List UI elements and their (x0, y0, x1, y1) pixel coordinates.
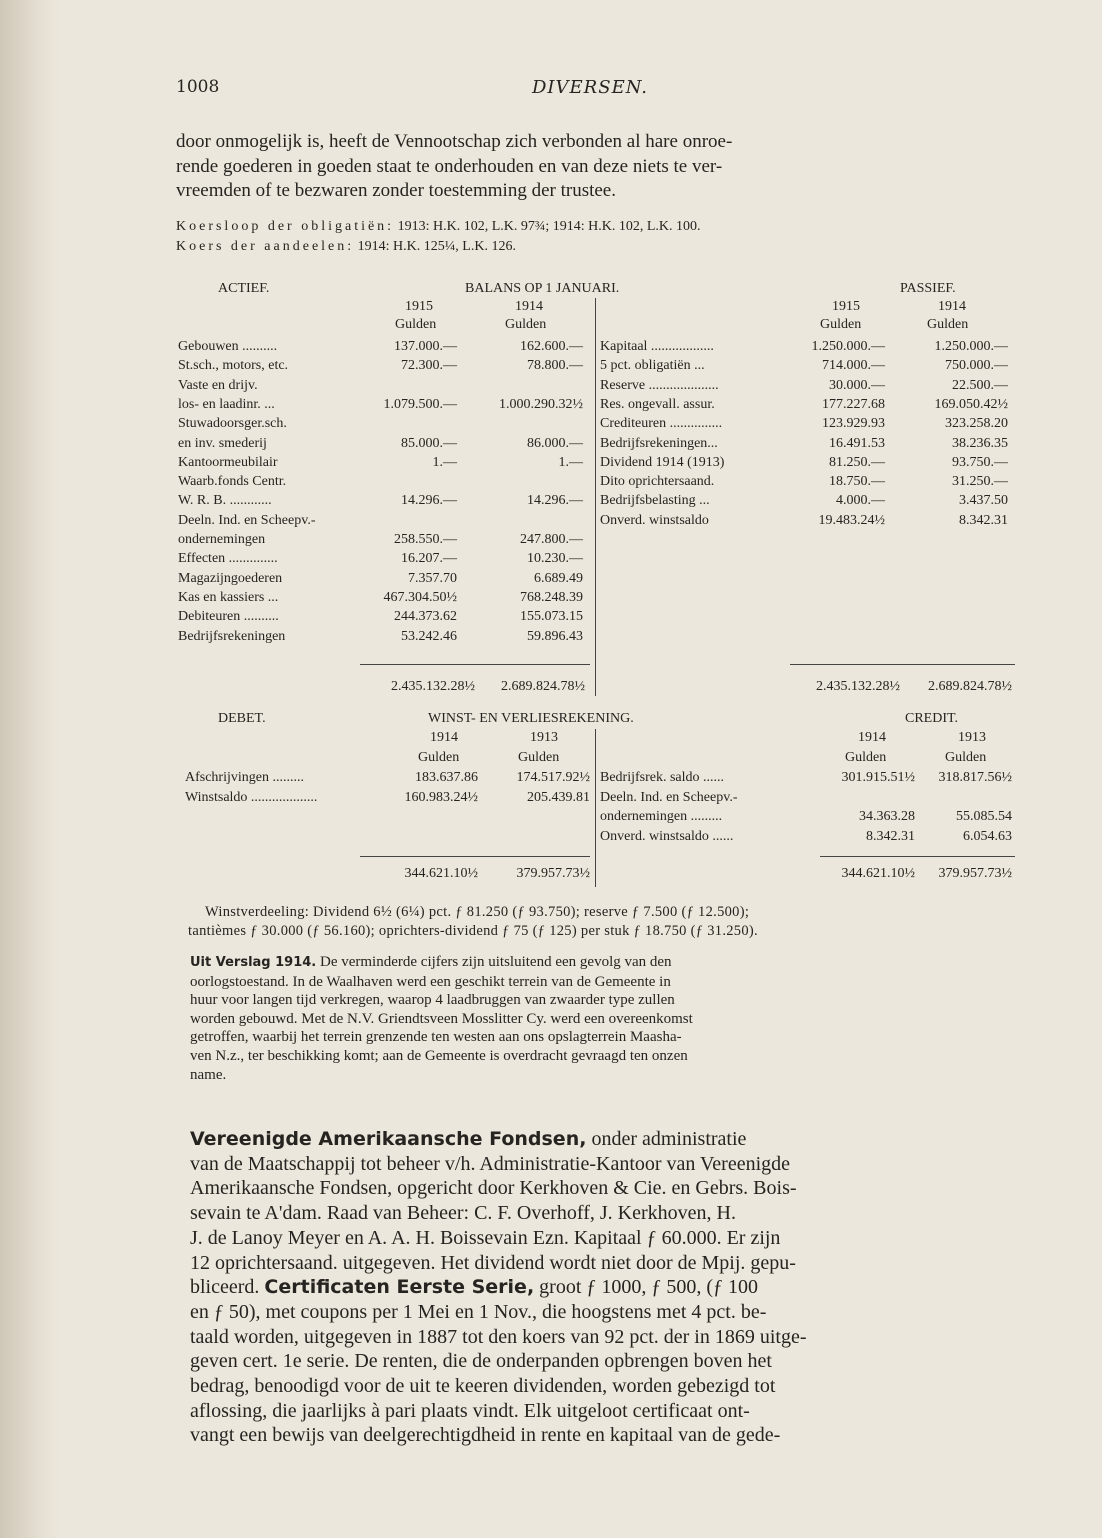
passief-row-label: 5 pct. obligatiën ... (600, 358, 705, 374)
actief-row-value-b: 14.296.— (527, 493, 583, 509)
passief-row-value-b: 8.342.31 (959, 512, 1008, 528)
passief-row-value-a: 177.227.68 (822, 396, 885, 412)
verslag-line: name. (190, 1066, 227, 1083)
fondsen-line: Amerikaansche Fondsen, opgericht door Kerkhoven & Cie. en Gebrs. Bois- (190, 1177, 797, 1200)
intro-paragraph (176, 130, 1020, 204)
fondsen-line: taald worden, uitgegeven in 1887 tot den koers van 92 pct. der in 1869 uitge- (190, 1325, 807, 1348)
actief-row-value-a: 7.357.70 (408, 570, 457, 586)
actief-row-label: Gebouwen .......... (178, 339, 278, 354)
winst-year-credit-b: 1913 (958, 730, 986, 745)
fondsen-line: 12 oprichtersaand. uitgegeven. Het dividend wordt niet door de Mpij. gepu- (190, 1251, 796, 1274)
actief-row-value-a: 53.242.46 (401, 628, 457, 644)
verslag-heading: Uit Verslag 1914. (190, 955, 317, 970)
passief-row-label: Bedrijfsbelasting ... (600, 493, 710, 509)
actief-row-value-a: 16.207.— (401, 551, 457, 567)
balans-title: BALANS OP 1 JANUARI. (465, 281, 620, 296)
fondsen-line: bliceerd. (190, 1276, 265, 1299)
verslag-line: getroffen, waarbij het terrein grenzende ten westen aan ons opslagterrein Maasha- (190, 1029, 682, 1046)
passief-row-value-a: 16.491.53 (829, 435, 885, 451)
credit-total-1914: 344.621.10½ (841, 866, 915, 881)
passief-total-rule (790, 664, 1015, 665)
actief-row-label: St.sch., motors, etc. (178, 358, 289, 374)
verslag-line: huur voor langen tijd verkregen, waarop 4 laadbruggen van zwaarder type zullen (190, 992, 675, 1009)
credit-row-label: Deeln. Ind. en Scheepv.- (600, 789, 738, 805)
actief-row-label: en inv. smederij (178, 435, 267, 451)
credit-total-rule (820, 856, 1015, 857)
actief-row-value-a: 72.300.— (401, 358, 457, 374)
actief-row-value-a: 85.000.— (401, 435, 457, 451)
fondsen-line: en ƒ 50), met coupons per 1 Mei en 1 Nov., die hoogstens met 4 pct. be- (190, 1300, 767, 1323)
fondsen-line: onder administratie (586, 1128, 747, 1150)
winst-year-debet-b: 1913 (530, 730, 558, 745)
passief-row-label: Dito oprichtersaand. (600, 474, 715, 490)
actief-row-value-a: 1.079.500.— (383, 396, 457, 412)
actief-row-label: Kantoormeubilair (178, 454, 278, 470)
intro-line: rende goederen in goeden staat te onderhouden en van deze niets te ver- (176, 155, 723, 177)
actief-row-value-a: 1.— (432, 454, 457, 470)
actief-row-value-a: 14.296.— (401, 493, 457, 509)
passief-row-value-b: 750.000.— (945, 358, 1008, 374)
winst-unit-credit-b: Gulden (945, 750, 987, 765)
passief-row-value-b: 31.250.— (952, 474, 1008, 490)
credit-row-label: ondernemingen ......... (600, 809, 723, 824)
credit-row-value-a: 8.342.31 (866, 828, 915, 844)
passief-row-value-b: 38.236.35 (952, 435, 1008, 451)
passief-row-label: Crediteuren ............... (600, 416, 723, 432)
verslag-line: ven N.z., ter beschikking komt; aan de Gemeente is overdracht gevraagd ten onzen (190, 1047, 688, 1064)
passief-row-value-b: 1.250.000.— (934, 339, 1008, 354)
passief-row-label: Bedrijfsrekeningen... (600, 435, 718, 451)
actief-row-value-b: 247.800.— (520, 532, 583, 547)
credit-row-value-b: 55.085.54 (956, 809, 1012, 824)
intro-line: door onmogelijk is, heeft de Vennootschap zich verbonden al hare onroe- (176, 131, 733, 152)
debet-label: DEBET. (218, 711, 266, 726)
koers-aandeelen-line (176, 240, 516, 254)
actief-row-label: Bedrijfsrekeningen (178, 628, 286, 644)
fondsen-heading: Vereenigde Amerikaansche Fondsen, (190, 1128, 587, 1150)
balans-year-actief-b: 1914 (515, 299, 543, 314)
passief-row-label: Onverd. winstsaldo (600, 512, 709, 528)
winst-year-debet-a: 1914 (430, 730, 458, 745)
passief-row-value-a: 123.929.93 (822, 416, 885, 432)
fondsen-line: J. de Lanoy Meyer en A. A. H. Boissevain Ezn. Kapitaal ƒ 60.000. Er zijn (190, 1226, 781, 1249)
actief-row-value-b: 10.230.— (527, 551, 583, 567)
passief-row-value-b: 93.750.— (952, 454, 1008, 470)
actief-row-value-a: 467.304.50½ (383, 589, 457, 605)
actief-row-value-a: 258.550.— (394, 532, 457, 547)
credit-row-value-a: 301.915.51½ (841, 770, 915, 785)
actief-row-value-b: 155.073.15 (520, 609, 583, 625)
winstverdeeling-line: tantièmes ƒ 30.000 (ƒ 56.160); oprichters-dividend ƒ 75 (ƒ 125) per stuk ƒ 18.750 (ƒ 31.250). (188, 923, 758, 939)
credit-row-value-a: 34.363.28 (859, 809, 915, 824)
intro-line: vreemden of te bezwaren zonder toestemming der trustee. (176, 180, 616, 201)
credit-label: CREDIT. (905, 711, 959, 726)
balans-year-passief-a: 1915 (832, 299, 860, 314)
actief-total-1915: 2.435.132.28½ (391, 679, 475, 694)
actief-total-1914: 2.689.824.78½ (501, 679, 585, 694)
actief-total-rule (360, 664, 590, 665)
fondsen-line: van de Maatschappij tot beheer v/h. Administratie-Kantoor van Vereenigde (190, 1152, 790, 1175)
fondsen-line: vangt een bewijs van deelgerechtigdheid in rente en kapitaal van de gede- (190, 1424, 781, 1447)
actief-row-value-b: 59.896.43 (527, 628, 583, 644)
actief-row-label: Vaste en drijv. (178, 377, 258, 393)
actief-row-value-b: 86.000.— (527, 435, 583, 451)
debet-row-label: Afschrijvingen ......... (185, 770, 304, 785)
debet-row-value-b: 174.517.92½ (516, 770, 590, 785)
running-title: DIVERSEN. (532, 77, 649, 98)
passief-row-label: Kapitaal .................. (600, 339, 714, 354)
credit-row-label: Onverd. winstsaldo ...... (600, 828, 734, 844)
passief-row-value-a: 81.250.— (829, 454, 885, 470)
debet-row-value-a: 183.637.86 (415, 770, 478, 785)
koersloop-line (176, 220, 701, 234)
balans-divider (595, 298, 596, 696)
actief-row-value-b: 6.689.49 (534, 570, 583, 586)
actief-row-label: Stuwadoorsger.sch. (178, 416, 287, 432)
credit-row-value-b: 6.054.63 (963, 828, 1012, 844)
credit-total-1913: 379.957.73½ (938, 866, 1012, 881)
koersloop-label: Koersloop der obligatiën: (176, 219, 395, 234)
debet-row-value-a: 160.983.24½ (404, 789, 478, 805)
passief-row-value-b: 22.500.— (952, 377, 1008, 393)
fondsen-paragraph (190, 1127, 1020, 1448)
fondsen-line: bedrag, benoodigd voor de uit te keeren dividenden, worden gebezigd tot (190, 1375, 776, 1398)
debet-total-1913: 379.957.73½ (516, 866, 590, 881)
actief-row-label: Deeln. Ind. en Scheepv.- (178, 512, 316, 528)
passief-row-label: Dividend 1914 (1913) (600, 454, 725, 470)
winst-divider (595, 729, 596, 887)
debet-row-label: Winstsaldo ................... (185, 789, 318, 805)
fondsen-line: aflossing, die jaarlijks à pari plaats vindt. Elk uitgeloot certificaat ont- (190, 1399, 750, 1422)
passief-row-value-b: 3.437.50 (959, 493, 1008, 509)
winst-unit-debet-b: Gulden (518, 750, 560, 765)
fondsen-line: geven cert. 1e serie. De renten, die de onderpanden opbrengen boven het (190, 1350, 772, 1373)
winstverdeeling-line: Winstverdeeling: Dividend 6½ (6¼) pct. ƒ 81.250 (ƒ 93.750); reserve ƒ 7.500 (ƒ 12.500); (205, 904, 750, 920)
balans-year-actief-a: 1915 (405, 299, 433, 314)
passief-label: PASSIEF. (900, 281, 956, 296)
balans-unit-actief-a: Gulden (395, 317, 437, 332)
actief-row-label: Waarb.fonds Centr. (178, 474, 287, 490)
page-number: 1008 (176, 77, 220, 97)
passief-total-1914: 2.689.824.78½ (928, 679, 1012, 694)
verslag-line: oorlogstoestand. In de Waalhaven werd een geschikt terrein van de Gemeente in (190, 973, 671, 990)
actief-row-label: Magazijngoederen (178, 570, 283, 586)
winst-unit-debet-a: Gulden (418, 750, 460, 765)
balans-unit-passief-a: Gulden (820, 317, 862, 332)
actief-row-label: Effecten .............. (178, 551, 278, 567)
passief-row-value-a: 18.750.— (829, 474, 885, 490)
fondsen-line: groot ƒ 1000, ƒ 500, (ƒ 100 (534, 1276, 759, 1299)
passief-row-value-a: 1.250.000.— (811, 339, 885, 354)
actief-row-label: ondernemingen (178, 532, 266, 547)
passief-row-value-a: 19.483.24½ (818, 512, 885, 528)
verslag-line: worden gebouwd. Met de N.V. Griendtsveen Mosslitter Cy. werd een overeenkomst (190, 1010, 693, 1027)
actief-row-label: Kas en kassiers ... (178, 589, 279, 605)
debet-total-1914: 344.621.10½ (404, 866, 478, 881)
actief-row-label: W. R. B. ............ (178, 493, 272, 509)
actief-row-label: los- en laadinr. ... (178, 396, 275, 412)
passief-row-label: Reserve .................... (600, 377, 719, 393)
passief-row-value-a: 4.000.— (836, 493, 885, 509)
winst-title: WINST- EN VERLIESREKENING. (428, 711, 634, 726)
credit-row-label: Bedrijfsrek. saldo ...... (600, 770, 725, 785)
passief-row-value-b: 323.258.20 (945, 416, 1008, 432)
passief-total-1915: 2.435.132.28½ (816, 679, 900, 694)
actief-row-value-b: 1.— (558, 454, 583, 470)
page-gutter-shadow (0, 0, 60, 1538)
actief-row-label: Debiteuren .......... (178, 609, 279, 625)
actief-row-value-a: 137.000.— (394, 339, 457, 354)
koers-aandeelen-label: Koers der aandeelen: (176, 239, 355, 254)
balans-unit-actief-b: Gulden (505, 317, 547, 332)
actief-label: ACTIEF. (218, 281, 270, 296)
passief-row-value-a: 30.000.— (829, 377, 885, 393)
debet-row-value-b: 205.439.81 (527, 789, 590, 805)
koers-aandeelen-text: 1914: H.K. 125¼, L.K. 126. (357, 239, 516, 254)
passief-row-value-a: 714.000.— (822, 358, 885, 374)
winst-year-credit-a: 1914 (858, 730, 886, 745)
verslag-paragraph (190, 953, 1016, 1084)
verslag-line: De verminderde cijfers zijn uitsluitend een gevolg van den (316, 954, 672, 970)
actief-row-value-b: 768.248.39 (520, 589, 583, 605)
passief-row-value-b: 169.050.42½ (934, 396, 1008, 412)
credit-row-value-b: 318.817.56½ (938, 770, 1012, 785)
passief-row-label: Res. ongevall. assur. (600, 396, 715, 412)
debet-total-rule (360, 856, 590, 857)
certificaten-heading: Certificaten Eerste Serie, (264, 1276, 535, 1299)
balans-unit-passief-b: Gulden (927, 317, 969, 332)
fondsen-line: sevain te A'dam. Raad van Beheer: C. F. Overhoff, J. Kerkhoven, H. (190, 1202, 736, 1225)
koersloop-text: 1913: H.K. 102, L.K. 97¾; 1914: H.K. 102, L.K. 100. (397, 219, 701, 234)
actief-row-value-b: 78.800.— (527, 358, 583, 374)
balans-year-passief-b: 1914 (938, 299, 966, 314)
winst-unit-credit-a: Gulden (845, 750, 887, 765)
actief-row-value-a: 244.373.62 (394, 609, 457, 625)
actief-row-value-b: 1.000.290.32½ (499, 396, 583, 412)
actief-row-value-b: 162.600.— (520, 339, 583, 354)
